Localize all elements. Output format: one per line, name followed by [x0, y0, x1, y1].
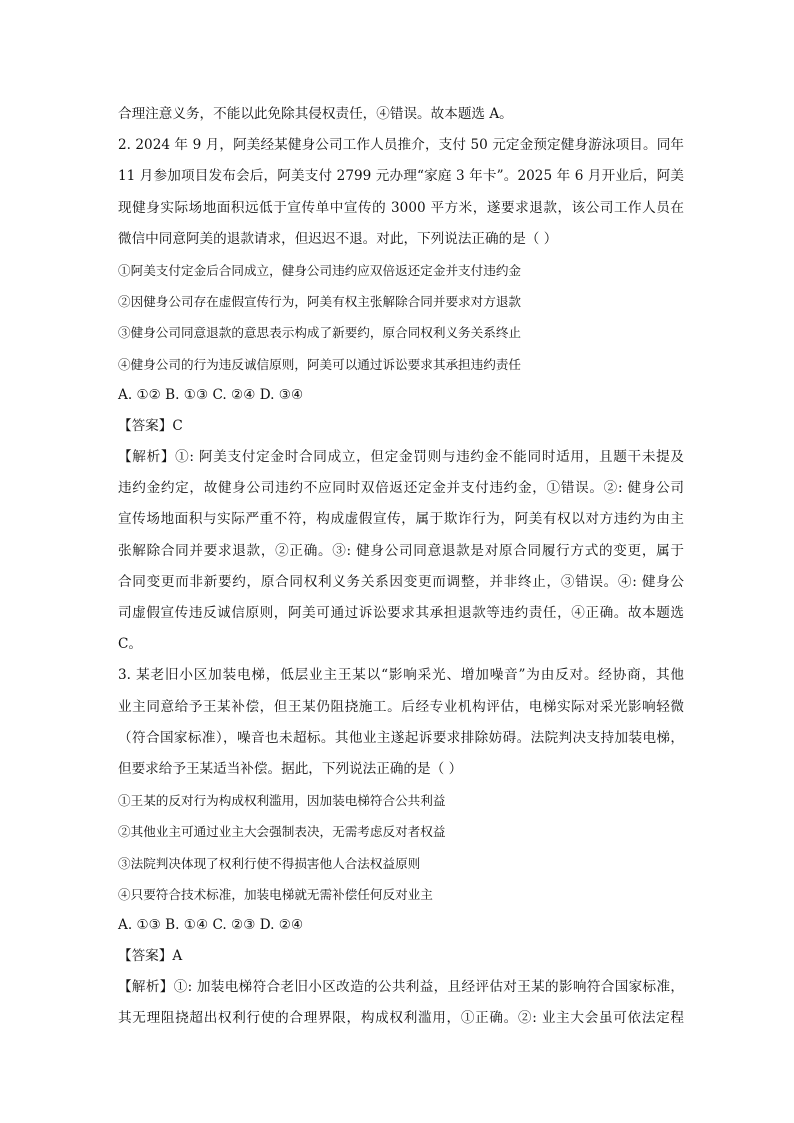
statement-option: ③法院判决体现了权利行使不得损害他人合法权益原则: [118, 855, 421, 871]
analysis-text: C。: [118, 636, 142, 653]
statement-option: ③健身公司同意退款的意思表示构成了新要约，原合同权利义务关系终止: [118, 325, 521, 341]
question-2-stem: 2. 2024 年 9 月，阿美经某健身公司工作人员推介，支付 50 元定金预定健身游泳项目。同年: [118, 137, 684, 154]
statement-option: ①王某的反对行为构成权利滥用，因加装电梯符合公共利益: [118, 793, 446, 809]
question-3-stem: 3. 某老旧小区加装电梯，低层业主王某以“影响采光、增加噪音”为由反对。经协商，其他: [118, 667, 684, 684]
analysis-text: 宣传场地面积与实际严重不符，构成虚假宣传，属于欺诈行为，阿美有权以对方违约为由主: [118, 511, 684, 528]
statement-option: ①阿美支付定金后合同成立，健身公司违约应双倍返还定金并支付违约金: [118, 262, 521, 278]
text-line: 现健身实际场地面积远低于宣传单中宣传的 3000 平方米，遂要求退款，该公司工作人员在: [118, 199, 684, 216]
text-line: 微信中同意阿美的退款请求，但迟迟不退。对此，下列说法正确的是（ ）: [118, 230, 558, 247]
text-line: （符合国家标准），噪音也未超标。其他业主遂起诉要求排除妨碍。法院判决支持加装电梯，: [118, 729, 684, 746]
text-line: 业主同意给予王某补偿，但王某仍阻挠施工。后经专业机构评估，电梯实际对采光影响轻微: [118, 698, 684, 715]
analysis-text: 张解除合同并要求退款，②正确。③: 健身公司同意退款是对原合同履行方式的变更，属于: [118, 542, 684, 559]
analysis-text: 【解析】①: 阿美支付定金时合同成立，但定金罚则与违约金不能同时适用，且题干未提及: [118, 449, 684, 466]
statement-option: ④只要符合技术标准，加装电梯就无需补偿任何反对业主: [118, 886, 433, 902]
analysis-text: 其无理阻挠超出权利行使的合理界限，构成权利滥用，①正确。②: 业主大会虽可依法定程: [118, 1010, 684, 1027]
text-line: 合理注意义务，不能以此免除其侵权责任，④错误。故本题选 A。: [118, 106, 513, 122]
analysis-text: 【解析】①: 加装电梯符合老旧小区改造的公共利益，且经评估对王某的影响符合国家标准，: [118, 979, 684, 996]
text-line: 11 月参加项目发布会后，阿美支付 2799 元办理“家庭 3 年卡”。2025 年 6 月开业后，阿美: [118, 168, 684, 185]
document-body: [118, 99, 684, 1035]
statement-option: ④健身公司的行为违反诚信原则，阿美可以通过诉讼要求其承担违约责任: [118, 356, 521, 372]
answer-label: 【答案】C: [118, 417, 183, 434]
analysis-text: 违约金约定，故健身公司违约不应同时双倍返还定金并支付违约金，①错误。②: 健身公司: [118, 480, 684, 497]
statement-option: ②因健身公司存在虚假宣传行为，阿美有权主张解除合同并要求对方退款: [118, 294, 521, 310]
answer-choices: A. ①③ B. ①④ C. ②③ D. ②④: [118, 916, 304, 933]
text-line: 但要求给予王某适当补偿。据此，下列说法正确的是（ ）: [118, 760, 463, 777]
analysis-text: 合同变更而非新要约，原合同权利义务关系因变更而调整，并非终止，③错误。④: 健身公: [118, 573, 684, 590]
answer-choices: A. ①② B. ①③ C. ②④ D. ③④: [118, 386, 304, 403]
analysis-text: 司虚假宣传违反诚信原则，阿美可通过诉讼要求其承担退款等违约责任，④正确。故本题选: [118, 605, 684, 621]
answer-label: 【答案】A: [118, 948, 183, 965]
statement-option: ②其他业主可通过业主大会强制表决，无需考虑反对者权益: [118, 824, 446, 840]
